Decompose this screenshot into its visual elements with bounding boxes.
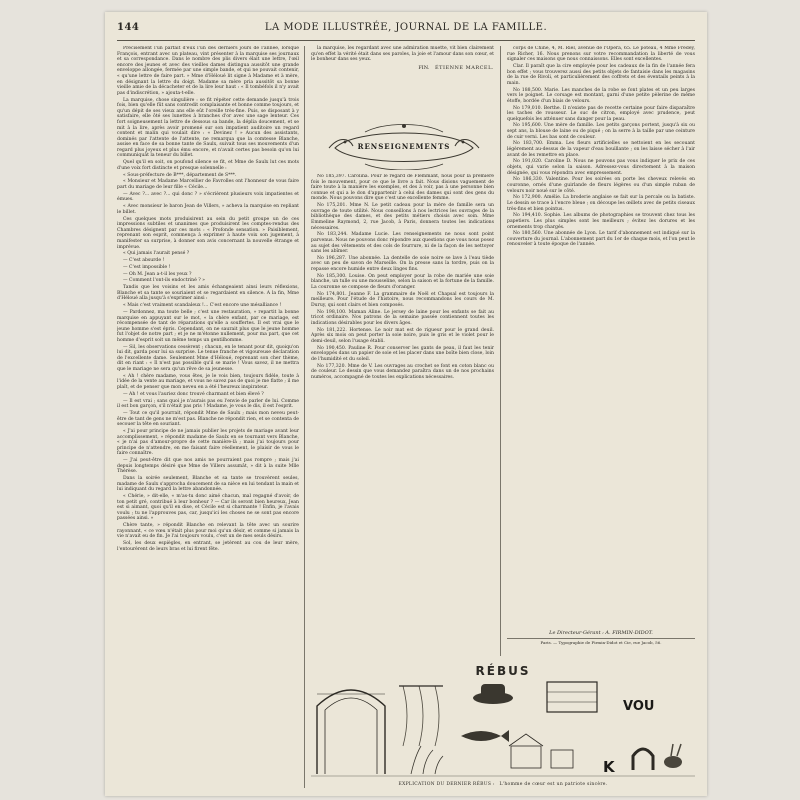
article-conclusion: la marquise, les regardant avec une admiration muette, vit bien clairement qu'en effet la vérité était dans ses paroles, la joie et l'amour dans son cœur, et le bonheur dans ses yeux. — [311, 46, 494, 63]
paragraph: No 185,300. Louise. On peut employer pour la robe de mariée une soie blanche, un tulle ou une mousseline, selon la saison et la fortune de la famille. La couronne se compose de fleurs d'oranger. — [311, 273, 494, 291]
paragraph: — Pardonnez, ma toute belle ; c'est une restauration, » repartit la bonne marquise en appuyant sur le mot, « la chère enfant, par ce mariage, est récompensée de tant de réparations qu'elle a souffertes. Il est vrai que le jeune homme s'est épris. Cependant, on ne saurait plus que le jeune homme fut l'objet de notre part ; et je ne m'étonne nullement, pour ma part, que cet homme d'esprit soit un même temps un gentilhomme. — [117, 309, 299, 343]
header-rule — [117, 40, 695, 41]
running-head — [117, 22, 695, 38]
renseignements-column-2 — [311, 174, 494, 634]
article-column-2-top — [311, 46, 494, 71]
printer-line: Paris. — Typographie de Firmin-Didot et Cie, rue Jacob, 56. — [540, 640, 662, 645]
paragraph: « Avec monsieur le baron Jean de Villers, » acheva la marquise en repliant le billet. — [117, 204, 299, 215]
paragraph: « Qui jamais l'aurait pensé ? — [123, 251, 190, 257]
rebus-illustration — [311, 676, 695, 782]
paragraph: No 172,900. Amélie. La broderie anglaise se fait sur la percale ou la batiste. Le dessin se trace à l'encre bleue ; on découpe les œillets avec de petits ciseaux très-fins et bien pointus. — [507, 195, 695, 212]
paragraph: No 175,201. Mme N. Le petit cadeau pour la mère de famille sera un ouvrage de toute utilité. Nous conseillons à nos lectrices les ouvrages de la bibliothèque des dames, et des petits métiers choisis avec soin. Mme Emmeline Raymond, 2, rue Jacob, à Paris, donnera toutes les indications nécessaires. — [311, 203, 494, 231]
paragraph: corps de Chine, 4, M. Riel, avenue de l'Opéra, 65. Le poteau, 4 Mme Fredey, rue Richer, 16. Nous prenons sur votre recommandation la liberté de vous signaler ces maisons que nous connaissons. Elles sont excellentes. — [507, 46, 695, 63]
rebus-engraving-icon — [311, 676, 695, 782]
rebus-word-vou: VOU — [623, 699, 655, 714]
paragraph: — Oh M. Jean a-t-il les yeux ? — [123, 271, 192, 277]
paragraph: — Ah ! et vous l'auriez donc trouvé charmant et bien élevé ? — [123, 391, 264, 397]
imprint-rule — [507, 638, 695, 639]
paragraph: — Tout ce qu'il pourrait, répondit Mme de Saulx ; mais mon neveu peut-être de tant de gens ne m'est pas. Blanche ne répondit rien, et se contenta de secouer la tête en souriant. — [117, 410, 299, 428]
paragraph: Précisément l'un parfait d'eux l'un des derniers jours de l'année, lorsque François, entrant avec un plateau, vint présenter à la marquise ses journaux et sa correspondance. Dans le nombre des plis divers élait une lettre, l'œil encore des jeunes et avec des vieilles dames distingua aussitôt une grande enveloppe allongée, fermée par une simple bande, et qui ne pouvait contenir, « qu'une lettre de faire part. » Mme d'Héloué lit signe à Madame et à mère, en désignant la lettre du doigt. Madame sa mère pria aussitôt sa bonne vieille amie de la décacheter et de la lire leur haut : « Il tombéfols il n'y avait pas d'indiscrétion, » ajouta-t-elle. — [117, 46, 299, 96]
paragraph: No 177,320. Mme de V. Les ouvrages au crochet se font en coton blanc ou de couleur. Le dessin que vous demandez paraîtra dans un de nos prochains numéros, accompagné de toutes les explications nécessaires. — [311, 363, 494, 380]
paragraph: No 181,222. Hortense. Le noir mat est de rigueur pour le grand deuil. Après six mois on peut porter la soie noire, puis le gris et le violet pour le demi-deuil, selon l'usage établi. — [311, 327, 494, 344]
paragraph: No 185,397. Carolina. Pour le regard de Flemmant, nous pour la première fois le mouvement, pour ce que le livre a fait. Nous disions vaguement de faire toute à la manière les exemples, et des à voir, pas à une personne bien connue et qui a le don d'appartenir à celui des dames qui sont des gens du monde. Nous pouvons dire que c'est une excellente femme. — [311, 174, 494, 202]
signoff-author: ÉTIENNE MARCEL. — [435, 64, 494, 71]
paragraph: No 183,244. Madame Lucie. Les renseignements ne nous sont point parvenus. Nous ne pouvons donc répondre aux questions que vous nous posez au sujet des vêtements et des cols de fourrure, ni de la façon de les nettoyer sans les abîmer. — [311, 232, 494, 255]
paragraph: Quel qu'il en soit, on poufond silence se fit, et Mme de Saulx lut ces mots d'une voix fort distincte et presque solennelle : — [117, 160, 299, 171]
paragraph: — Comment l'ont-ils endoctriné ? » — [123, 278, 205, 284]
signoff-fin: FIN. — [418, 64, 430, 71]
section-title: RENSEIGNEMENTS — [357, 142, 451, 151]
rebus-explanation-text: L'homme de cœur est un patriote sincère. — [499, 782, 608, 787]
paragraph: « Chérie, » dit-elle, « m'as-tu donc aimé chacun, mal regagné d'avoir, de ton petit gré, contribué à leur bonheur ? — Car ils seront bien heureux, Jean est si aimant, quoi qu'il en dise, et Cécile est si charmante ! Enfin, je l'avais voulu ; tu ne l'approuves pas, car, jusqu'ici les choses ne se sont pas encore passées ainsi. » — [117, 494, 299, 522]
rebus-letter-k: K — [603, 758, 615, 776]
page-number: 144 — [117, 22, 140, 33]
rebus-explanation — [311, 782, 695, 787]
paragraph: No 191,020. Caroline D. Nous ne pouvons pas vous indiquer le prix de ces objets, qui varie selon la saison. Adressez-vous directement à la maison désignée, qui vous répondra avec empressement. — [507, 159, 695, 176]
paragraph: Dans la soirée seulement, Blanche et sa tante se trouvèrent seules, madame de Saulx s'approcha doucement de sa nièce en lui tendant la main et lui indiquant du regard la lettre abandonnée. — [117, 476, 299, 493]
paragraph: — Avec ?... avec ?... qui donc ? » s'écrièrent plusieurs voix impatientes et émues. — [117, 191, 299, 203]
paragraph: — C'est impossible ! — [123, 264, 171, 270]
rebus-title: RÉBUS — [475, 664, 531, 678]
paragraph: No 180,560. Une abonnée de Lyon. Le tarif d'abonnement est indiqué sur la couverture du journal. L'abonnement part du 1er de chaque mois, et l'on peut le renouveler à toute époque de l'année. — [507, 231, 695, 248]
paragraph: Tandis que les voisins et les amis échangeaient ainsi leurs réflexions, Blanche et sa tante se souriaient et se regardaient en silence. A la fin, Mme d'Héloué alla jusqu'à s'exprimer ainsi : — [117, 285, 299, 302]
paragraph: « Ah ! chère madame, vous êtes, je le vois bien, toujours fidèle, toute à l'idée de la vente au mariage, et vous ne savez pas de quoi je me flatte ; il me plaît, et de penser que mon neveu en a été l'heureux inspirateur. — [117, 373, 299, 391]
column-divider — [304, 46, 305, 788]
paragraph: Sol, les deux espiègles, en entrant, se jetèrent au cou de leur mère, l'entourèrent de leurs bras et lui firent fête. — [117, 541, 299, 552]
paragraph: — Il est vrai ; sans quoi je n'aurais pas eu l'envie de parler de lui. Comme il est bon garçon, s'il n'était pas pris ! Madame, je vous le dis, il est l'esprit. — [117, 398, 299, 410]
paragraph: — J'ai peut-être dit que nos amis ne pourraient pas rompre ; mais j'ai depuis longtemps désiré que Mme de Villers assumât, » dit à la suite Mlle Thérèse. — [117, 458, 299, 475]
paragraph: « Mais c'est vraiment scandaleux !... C'est encore une mésalliance ! — [123, 303, 282, 309]
journal-page — [105, 12, 707, 796]
paragraph: « J'ai pour principe de ne jamais publier les projets de mariage avant leur accomplissement, » répondit madame de Saulx en se tournant vers Blanche, « je n'ai pas d'amour-propre de cette manière-là ; mais j'ai toujours pour principe de n'attendre, en me faisant faire réellement, le plaisir de vous le faire connaître. — [117, 428, 299, 457]
paragraph: — Sil, les observations cessèrent ; chacun, en le tenant pour dit, quoiqu'on lui dit, garda pour lui sa surprise. Le tenue franche et vigoureuse déclaration de l'excellente dame. Seulement Mme d'Héloué, reprenant son cher thème, dit en riant : « Il n'est pas possible qu'il se marie ! Vous savez, il ne mettra que le mariage ne sera qu'un rêve de sa jeunesse. — [117, 344, 299, 373]
paragraph: « Monsieur et Madame Marcellier de Favrolles ont l'honneur de vous faire part du mariage de leur fille « Cécile... — [117, 179, 299, 190]
paragraph: No 183,700. Emma. Les fleurs artificielles se nettoient en les secouant légèrement au-dessus de la vapeur d'eau bouillante ; on les laisse sécher à l'air avant de les remettre en place. — [507, 141, 695, 158]
paragraph: No 198,100. Maman Aline. Le jersey de laine pour les enfants se fait au tricot ordinaire. Nos patrons de la semaine passée contiennent toutes les indications désirables pour les divers âges. — [311, 309, 494, 326]
renseignements-banner — [325, 122, 483, 170]
paragraph: Chère tante, » répondit Blanche en relevant la tête avec un sourire rayonnant, « ce vœu n'était plus pour moi qu'un désir, et comme si jamais la vie n'avait eu de fin. Je l'ai toujours voulu, c'est un de mes seuls désirs. — [117, 523, 299, 540]
paragraph: La marquise, chose singulière : se fit répéter cette demande jusqu'à trois fois, bien qu'elle fût sans contredit complaisante et bonne comme toujours, et qu'un dépit de ses vieux ans elle eût l'oreille très-fine. Puis, se disposant à y satisfaire, elle ôté ses lunettes à branches d'or avec une sage lenteur. Ces fort soigneusement la lettre de dessous sa bande, la déplia doucement, et se mit à la lire, après avoir promené sur son impatient auditoire un regard content et malin qui voulait dire : « Devinez ! » Aucun des assistants, dominés par l'attente de l'attente, ne remarqua que la comtesse Blanche, assise en face de sa bonne tante de Saulx, suivait tous ses mouvements d'un regard plus joyeux et plus ému encore, et n'avait certes pas besoin qu'on lui communiquât la teneur du billet. — [117, 97, 299, 159]
paragraph: No 196,287. Une abonnée. La dentelle de soie noire se lave à l'eau tiède avec un peu de savon de Marseille. On la presse sans la tordre, puis on la repasse encore humide entre deux linges fins. — [311, 255, 494, 273]
article-signoff — [311, 66, 494, 72]
paragraph: Clar. Il paraît que la cire employée pour les cadeaux de la fin de l'année fera bon effet ; vous trouverez aussi des petits objets de fantaisie dans les magasins de la rue de Rivoli, et particulièrement des coffrets et des éventails peints à la main. — [507, 63, 695, 86]
paragraph: « Sous-préfecture de B***, département de S***. — [123, 172, 237, 178]
paragraph: No 186,330. Valentine. Pour les soirées on porte les cheveux relevés en couronne, ornés d'une guirlande de fleurs légères ou d'un simple ruban de velours noir noué sur le côté. — [507, 177, 695, 194]
paragraph: No 174,801. Jeanne F. La grammaire de Noël et Chapsal est toujours la meilleure. Pour l'étude de l'histoire, nous recommandons les cours de M. Duruy, qui sont clairs et bien composés. — [311, 291, 494, 308]
paragraph: Ces quelques mots produisirent au sein du petit groupe un de ces impressions subtiles et unanimes que produisirent les comptes-rendus des Chambres désignent par ces mots : « Profonde sensation. » Paisiblement, reprenant son esprit, commença à exprimer à haute voix son jugement, à manifester sa surprise, à donner son avis concernant la nouvelle étrange et imprévue. — [117, 216, 299, 250]
director-line: Le Directeur-Gérant : A. FIRMIN-DIDOT. — [549, 630, 653, 636]
renseignements-column-3 — [507, 46, 695, 626]
paragraph: No 188,500. Marie. Les manches de la robe se font plates et un peu larges vers le poignet. Le corsage est montant, garni d'une petite pèlerine de même étoffe, bordée d'un biais de velours. — [507, 87, 695, 104]
paragraph: — C'est absurde ! — [123, 258, 165, 264]
paragraph: No 190,450. Pauline R. Pour conserver les gants de peau, il faut les tenir enveloppés dans un papier de soie et les placer dans une boîte bien close, loin de l'humidité et du soleil. — [311, 345, 494, 362]
column-divider — [500, 46, 501, 656]
rebus-explanation-label: EXPLICATION DU DERNIER RÉBUS : — [398, 782, 495, 787]
journal-title: LA MODE ILLUSTRÉE, JOURNAL DE LA FAMILLE. — [264, 22, 548, 33]
paragraph: No 179,010. Berthe. Il n'existe pas de recette certaine pour faire disparaître les taches de rousseur. Le suc de citron, employé avec prudence, peut quelquefois les atténuer sans danger pour la peau. — [507, 105, 695, 122]
paragraph: No 195,600. Une mère de famille. Les petits garçons portent, jusqu'à six ou sept ans, la blouse de laine ou de piqué ; on la serre à la taille par une ceinture de cuir verni. Les bas sont de couleur. — [507, 123, 695, 140]
paragraph: No 194,410. Sophie. Les albums de photographies se trouvent chez tous les papetiers. Les plus simples sont les meilleurs ; évitez les dorures et les ornements trop chargés. — [507, 213, 695, 230]
article-column-1 — [117, 46, 299, 788]
